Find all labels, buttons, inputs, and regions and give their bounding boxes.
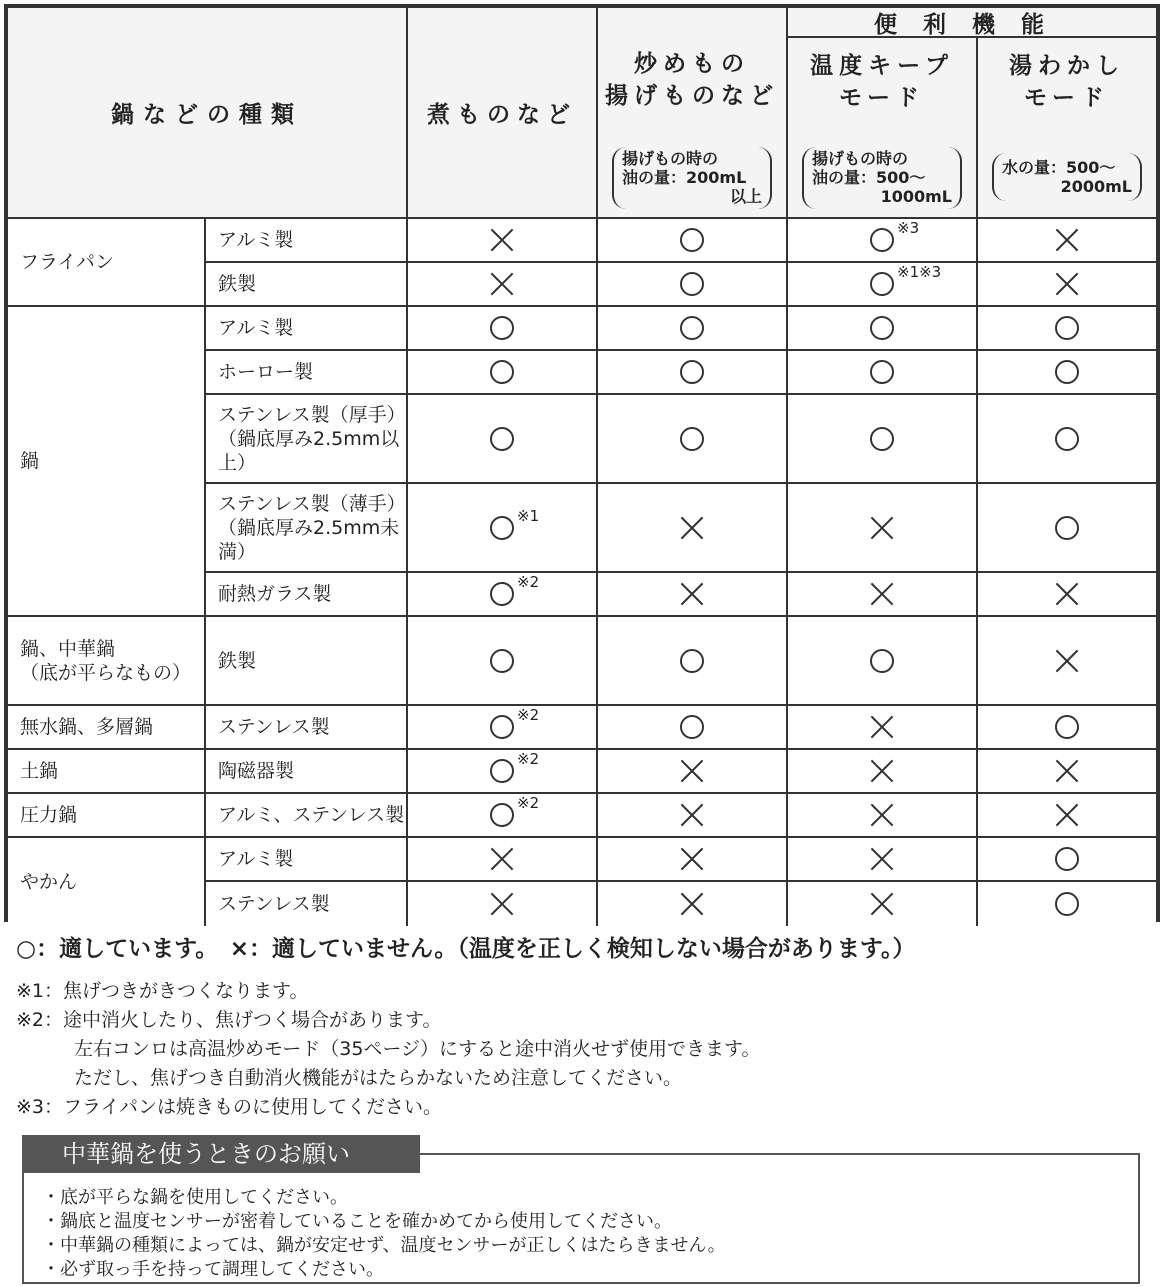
mark-cell [788, 882, 978, 926]
suitable-circle-icon [1054, 714, 1080, 740]
suitable-circle-icon [1054, 359, 1080, 385]
suitable-circle-icon [869, 315, 895, 341]
unsuitable-cross-icon [869, 581, 895, 607]
suitable-circle-icon [1054, 315, 1080, 341]
suitable-circle-icon [679, 227, 705, 253]
material-text: ステンレス製 [218, 893, 330, 915]
mark-cell [978, 219, 1156, 263]
material-cell [206, 263, 408, 307]
suitable-circle-icon [1054, 846, 1080, 872]
mark-cell [978, 351, 1156, 395]
suitable-circle-icon [489, 315, 515, 341]
mark-cell [978, 750, 1156, 794]
suitable-circle-icon [869, 263, 942, 297]
mark-cell [408, 706, 598, 750]
unsuitable-cross-icon [869, 515, 895, 541]
header-itame [598, 8, 788, 219]
header-pan-type: 鍋などの種類 [8, 8, 408, 219]
material-text: 鉄製 [218, 649, 257, 672]
mark-cell [978, 882, 1156, 926]
mark-cell [408, 351, 598, 395]
mark-cell [598, 484, 788, 573]
suitable-circle-icon [679, 359, 705, 385]
mark-cell [598, 882, 788, 926]
material-cell [206, 617, 408, 706]
material-text: アルミ、ステンレス製 [218, 804, 405, 826]
unsuitable-cross-icon [489, 846, 515, 872]
unsuitable-cross-icon [869, 758, 895, 784]
suitable-circle-icon [869, 426, 895, 452]
footnote-2-line2: 左右コンロは高温炒めモード（35ページ）にすると途中消火せず使用できます。 [74, 1038, 761, 1060]
footnote-2-line3: ただし、焦げつき自動消火機能がはたらかないため注意してください。 [74, 1067, 683, 1089]
note-reference: ※1※3 [897, 263, 942, 281]
footnote-1: ※1：焦げつきがきつくなります。 [16, 980, 309, 1002]
note-reference: ※2 [517, 706, 540, 724]
mark-cell [598, 794, 788, 838]
mark-cell [598, 307, 788, 351]
suitable-circle-icon [679, 271, 705, 297]
unsuitable-cross-icon [1054, 581, 1080, 607]
group-label-text: 鍋 [20, 450, 40, 472]
unsuitable-cross-icon [1054, 758, 1080, 784]
header-nimono: 煮ものなど [408, 8, 598, 219]
suitable-circle-icon [489, 648, 515, 674]
mark-cell [788, 219, 978, 263]
header-yu-title: 湯わかし モード [1009, 53, 1125, 111]
unsuitable-cross-icon [679, 515, 705, 541]
material-text: ホーロー製 [218, 361, 314, 383]
mark-cell [978, 395, 1156, 484]
group-label-text: 鍋、中華鍋 （底が平らなもの） [20, 637, 192, 684]
suitable-circle-icon [869, 359, 895, 385]
material-text: 耐熱ガラス製 [218, 583, 332, 605]
notice-item: ・中華鍋の種類によっては、鍋が安定せず、温度センサーが正しくはたらきません。 [42, 1235, 726, 1256]
keep-note-line1: 揚げもの時の [812, 149, 909, 168]
mark-cell [978, 794, 1156, 838]
mark-cell [598, 351, 788, 395]
suitable-circle-icon [679, 426, 705, 452]
note-reference: ※1 [517, 506, 540, 525]
suitable-circle-icon [489, 706, 540, 740]
notice-title: 中華鍋を使うときのお願い [22, 1135, 420, 1173]
material-cell [206, 838, 408, 882]
suitable-circle-icon [489, 359, 515, 385]
unsuitable-cross-icon [679, 758, 705, 784]
mark-cell [598, 573, 788, 617]
group-label-text: フライパン [20, 251, 115, 273]
unsuitable-cross-icon [869, 891, 895, 917]
group-label [8, 307, 206, 617]
keep-note-line3: 1000mL [880, 187, 952, 206]
mark-cell [408, 838, 598, 882]
group-label [8, 617, 206, 706]
note-reference: ※3 [897, 219, 920, 237]
suitable-circle-icon [679, 714, 705, 740]
unsuitable-cross-icon [869, 714, 895, 740]
group-label-text: 土鍋 [20, 760, 59, 782]
material-cell [206, 484, 408, 573]
mark-cell [408, 263, 598, 307]
suitable-circle-icon [1054, 891, 1080, 917]
mark-cell [598, 219, 788, 263]
unsuitable-cross-icon [679, 581, 705, 607]
material-text: ステンレス製（薄手） （鍋底厚み2.5mm未満） [218, 492, 406, 563]
group-label [8, 219, 206, 307]
header-itame-title: 炒めもの 揚げものなど [605, 51, 779, 109]
header-keep-note [802, 147, 962, 209]
mark-cell [788, 706, 978, 750]
suitable-circle-icon [489, 794, 540, 828]
footnote-3: ※3：フライパンは焼きものに使用してください。 [16, 1096, 443, 1118]
notice-item: ・鍋底と温度センサーが密着していることを確かめてから使用してください。 [42, 1211, 672, 1232]
header-yu-note [992, 153, 1142, 201]
footnote-2: ※2：途中消火したり、焦げつく場合があります。 [16, 1009, 442, 1031]
unsuitable-cross-icon [1054, 271, 1080, 297]
unsuitable-cross-icon [679, 891, 705, 917]
mark-cell [598, 617, 788, 706]
suitable-circle-icon [489, 573, 540, 607]
suitable-circle-icon [869, 648, 895, 674]
material-text: 鉄製 [218, 273, 257, 295]
material-text: アルミ製 [218, 229, 294, 251]
suitable-circle-icon [679, 648, 705, 674]
material-cell [206, 882, 408, 926]
unsuitable-cross-icon [869, 802, 895, 828]
group-label [8, 750, 206, 794]
material-cell [206, 351, 408, 395]
mark-cell [408, 573, 598, 617]
mark-cell [408, 882, 598, 926]
keep-note-line2: 油の量：500〜 [812, 168, 926, 187]
mark-cell [598, 750, 788, 794]
mark-cell [598, 706, 788, 750]
mark-cell [978, 706, 1156, 750]
notice-item: ・底が平らな鍋を使用してください。 [42, 1187, 348, 1208]
mark-cell [978, 617, 1156, 706]
mark-cell [788, 484, 978, 573]
unsuitable-cross-icon [489, 271, 515, 297]
suitable-circle-icon [489, 426, 515, 452]
mark-cell [788, 307, 978, 351]
mark-cell [788, 573, 978, 617]
mark-cell [788, 263, 978, 307]
material-cell [206, 750, 408, 794]
unsuitable-cross-icon [869, 846, 895, 872]
mark-cell [978, 573, 1156, 617]
material-cell [206, 794, 408, 838]
header-keep-title: 温度キープ モード [810, 53, 954, 111]
mark-cell [408, 307, 598, 351]
suitable-circle-icon [489, 750, 540, 784]
note-reference: ※2 [517, 750, 540, 768]
legend: ○：適しています。 ×：適していません。（温度を正しく検知しない場合があります。） [16, 936, 916, 962]
mark-cell [408, 395, 598, 484]
mark-cell [408, 219, 598, 263]
header-yu [978, 38, 1156, 219]
mark-cell [788, 617, 978, 706]
unsuitable-cross-icon [1054, 227, 1080, 253]
yu-note-line1: 水の量：500〜 [1002, 158, 1116, 177]
group-label-text: 無水鍋、多層鍋 [20, 716, 154, 738]
mark-cell [598, 395, 788, 484]
mark-cell [788, 395, 978, 484]
mark-cell [788, 351, 978, 395]
suitable-circle-icon [679, 315, 705, 341]
mark-cell [978, 307, 1156, 351]
material-text: 陶磁器製 [218, 760, 295, 782]
suitable-circle-icon [1054, 426, 1080, 452]
unsuitable-cross-icon [1054, 802, 1080, 828]
itame-note-line3: 以上 [729, 187, 762, 206]
mark-cell [408, 617, 598, 706]
unsuitable-cross-icon [489, 891, 515, 917]
group-label [8, 706, 206, 750]
unsuitable-cross-icon [679, 846, 705, 872]
unsuitable-cross-icon [679, 802, 705, 828]
group-label [8, 838, 206, 926]
header-benri: 便利機能 [788, 8, 1156, 38]
mark-cell [408, 484, 598, 573]
suitable-circle-icon [869, 219, 920, 253]
unsuitable-cross-icon [489, 227, 515, 253]
material-cell [206, 573, 408, 617]
mark-cell [788, 750, 978, 794]
mark-cell [978, 263, 1156, 307]
suitable-circle-icon [489, 506, 540, 541]
material-text: アルミ製 [218, 848, 294, 870]
material-cell [206, 706, 408, 750]
mark-cell [598, 838, 788, 882]
itame-note-line1: 揚げもの時の [622, 149, 719, 168]
mark-cell [978, 484, 1156, 573]
header-itame-note [612, 147, 772, 209]
note-reference: ※2 [517, 573, 540, 591]
note-reference: ※2 [517, 794, 540, 812]
group-label-text: やかん [20, 871, 78, 893]
material-cell [206, 219, 408, 263]
material-cell [206, 395, 408, 484]
header-keep [788, 38, 978, 219]
unsuitable-cross-icon [1054, 648, 1080, 674]
mark-cell [408, 794, 598, 838]
group-label [8, 794, 206, 838]
yu-note-line2: 2000mL [1060, 177, 1132, 196]
material-text: アルミ製 [218, 317, 294, 339]
material-text: ステンレス製 [218, 716, 330, 738]
notice-item: ・必ず取っ手を持って調理してください。 [42, 1259, 384, 1280]
pan-compatibility-table [4, 4, 1160, 922]
mark-cell [788, 838, 978, 882]
mark-cell [788, 794, 978, 838]
mark-cell [978, 838, 1156, 882]
material-text: ステンレス製（厚手） （鍋底厚み2.5mm以上） [218, 403, 406, 474]
itame-note-line2: 油の量：200mL [622, 168, 747, 187]
mark-cell [598, 263, 788, 307]
mark-cell [408, 750, 598, 794]
suitable-circle-icon [1054, 515, 1080, 541]
material-cell [206, 307, 408, 351]
group-label-text: 圧力鍋 [20, 804, 78, 826]
